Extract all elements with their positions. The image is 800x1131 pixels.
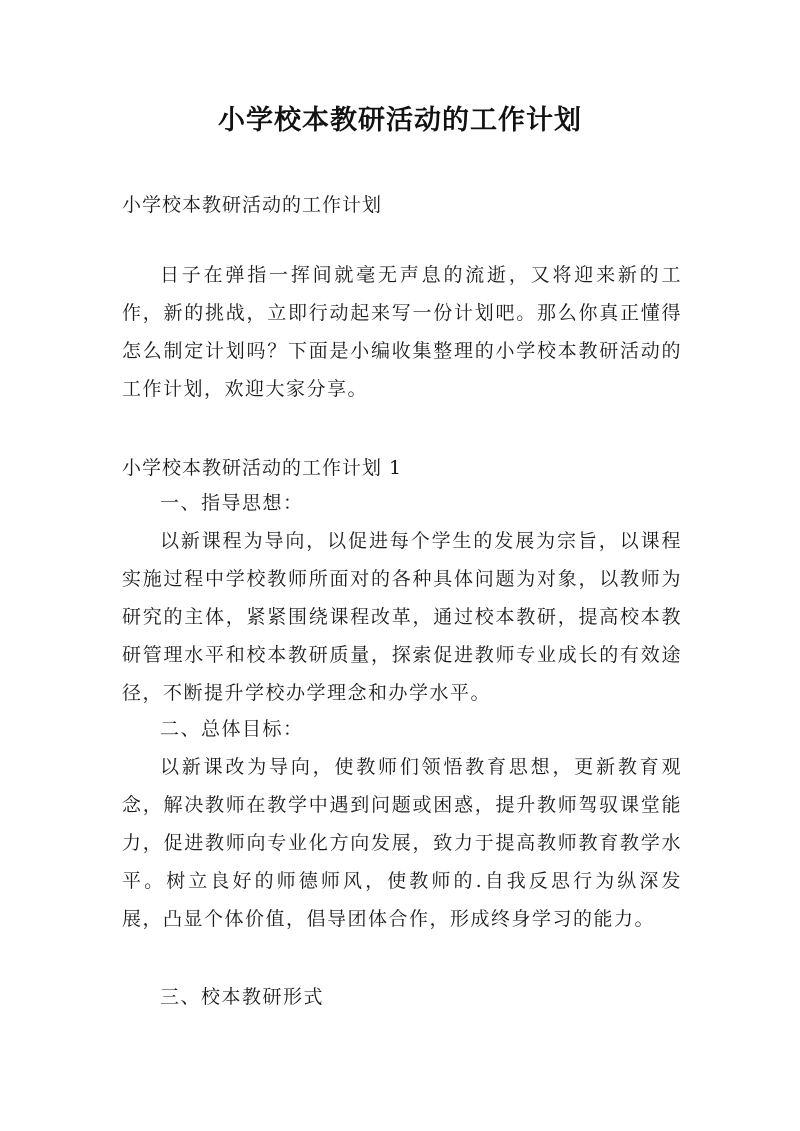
- heading-guiding-ideology: 一、指导思想：: [160, 492, 304, 514]
- heading-overall-goals: 二、总体目标：: [160, 718, 304, 740]
- paragraph-overall-goals: 以新课改为导向，使教师们领悟教育思想，更新教育观念，解决教师在教学中遇到问题或困惑，提升教师驾驭课堂能力，促进教师向专业化方向发展，致力于提高教师教育教学水平。树立良好的师德师风，使教师的.自我反思行为纵深发展，凸显个体价值，倡导团体合作，形成终身学习的能力。: [122, 756, 682, 930]
- intro-paragraph: 日子在弹指一挥间就毫无声息的流逝，又将迎来新的工作，新的挑战，立即行动起来写一份计划吧。那么你真正懂得怎么制定计划吗？下面是小编收集整理的小学校本教研活动的工作计划，欢迎大家分享。: [122, 264, 682, 400]
- heading-research-forms: 三、校本教研形式: [160, 986, 325, 1008]
- paragraph-guiding-ideology: 以新课程为导向，以促进每个学生的发展为宗旨，以课程实施过程中学校教师所面对的各种具体问题为对象，以教师为研究的主体，紧紧围绕课程改革，通过校本教研，提高校本教研管理水平和校本教研质量，探索促进教师专业成长的有效途径，不断提升学校办学理念和办学水平。: [122, 530, 682, 704]
- document-subtitle: 小学校本教研活动的工作计划: [122, 194, 383, 216]
- document-title: 小学校本教研活动的工作计划: [218, 105, 582, 136]
- plan-section-title: 小学校本教研活动的工作计划 1: [122, 457, 403, 479]
